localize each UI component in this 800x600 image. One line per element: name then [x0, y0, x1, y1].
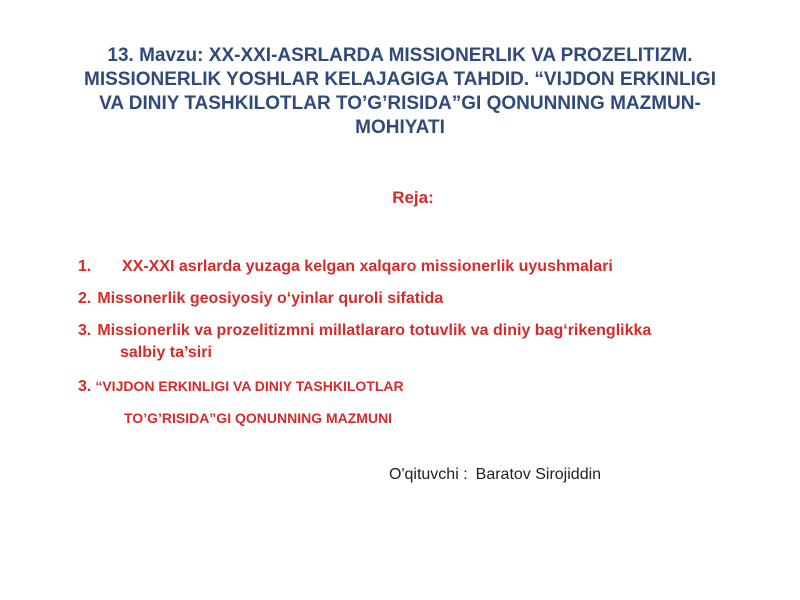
plan-item-4-continuation: TO’G’RISIDA”GI QONUNNING MAZMUNI: [124, 410, 393, 426]
plan-item-4: [78, 375, 404, 398]
plan-item-text: XX-XXI asrlarda yuzaga kelgan xalqaro missionerlik uyushmalari: [122, 258, 613, 275]
title-line-2: MISSIONERLIK YOSHLAR KELAJAGIGA TAHDID. “VIJDON ERKINLIGI: [84, 69, 716, 90]
plan-item-number: 3.: [78, 378, 92, 395]
slide-title: [60, 44, 740, 140]
plan-item-2: [78, 288, 443, 310]
plan-item-number: 1.: [78, 258, 92, 275]
teacher-credit: [389, 464, 601, 486]
plan-item-number: 2.: [78, 290, 92, 307]
teacher-name: Baratov Sirojiddin: [475, 466, 602, 483]
plan-item-continuation: salbiy ta’siri: [120, 344, 212, 361]
teacher-label: O'qituvchi :: [389, 466, 468, 483]
plan-item-3: [78, 320, 651, 364]
plan-heading: Reja:: [392, 188, 434, 207]
plan-item-text: Missionerlik va prozelitizmni millatlararo totuvlik va diniy bag‘rikenglikka: [97, 322, 652, 339]
title-line-4: MOHIYATI: [355, 117, 445, 138]
plan-item-number: 3.: [78, 322, 92, 339]
plan-item-text: Missonerlik geosiyosiy o‘yinlar quroli sifatida: [97, 290, 444, 307]
title-line-1: 13. Mavzu: XX-XXI-ASRLARDA MISSIONERLIK VA PROZELITIZM.: [107, 45, 693, 66]
title-line-3: VA DINIY TASHKILOTLAR TO’G’RISIDA”GI QONUNNING MAZMUN-: [99, 93, 701, 114]
plan-item-text: “VIJDON ERKINLIGI VA DINIY TASHKILOTLAR: [95, 378, 404, 394]
plan-item-1: [78, 256, 613, 278]
